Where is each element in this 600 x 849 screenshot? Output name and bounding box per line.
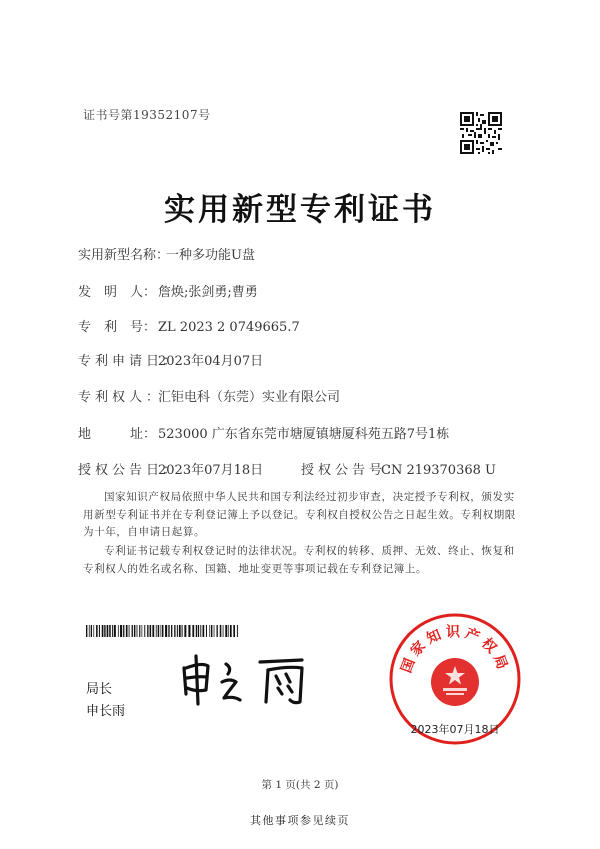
grant-date-row [78,459,263,478]
certificate-number: 证书号第19352107号 [83,108,211,122]
barcode-bar [174,625,175,637]
continuation-note: 其他事项参见续页 [250,814,350,827]
barcode-bar [211,625,213,637]
barcode-bar [120,625,122,637]
field-label: 实用新型名称： [78,248,170,263]
field-value: CN 219370368 U [381,463,496,478]
handwritten-signature [178,652,318,708]
barcode-bar [129,625,130,637]
barcode-bar [223,625,224,637]
field-value: 2023年07月18日 [158,463,264,478]
barcode-bar [142,625,143,637]
field-label: 专利权人： [78,390,164,405]
filing-date-row [78,350,263,369]
barcode-bar [91,625,92,637]
barcode-bar [220,625,222,637]
director-title: 局长 [86,682,113,697]
barcode-bar [214,625,215,637]
utility-model-name-row [78,244,255,263]
barcode-bar [126,625,128,637]
director-name: 申长雨 [86,704,126,719]
barcode-bar [96,625,98,637]
field-value: 詹焕;张剑勇;曹勇 [158,285,258,300]
barcode-bar [184,625,186,637]
barcode-bar [156,625,157,637]
field-label: 地 址： [78,427,157,442]
barcode-bar [200,625,201,637]
barcode-bar [165,625,167,637]
barcode-bar [179,625,181,637]
field-label: 授权公告日： [78,463,181,478]
barcode-bar [237,625,238,637]
barcode-bar [196,625,197,637]
page-indicator: 第 1 页(共 2 页) [261,779,339,791]
barcode-bar [144,625,145,637]
field-label: 专 利 号： [78,320,157,335]
barcode-bar [182,625,183,637]
barcode-bar [168,625,169,637]
qr-code-icon [460,112,502,154]
barcode-bar [152,625,154,637]
barcode-bar [86,625,87,637]
barcode-bar [89,625,90,637]
barcode-bar [93,625,94,637]
field-label: 发 明 人： [78,285,157,300]
barcode-bar [132,625,133,637]
field-value: 523000 广东省东莞市塘厦镇塘厦科苑五路7号1栋 [158,427,450,442]
patentee-row [78,386,340,405]
barcode-bar [137,625,138,637]
barcode-bar [188,625,190,637]
barcode-bar [206,625,207,637]
barcode-bar [198,625,199,637]
barcode-bar [209,625,210,637]
barcode-bar [228,625,229,637]
national-emblem [431,658,479,706]
address-row [78,423,449,442]
field-value: 汇钜电科（东莞）实业有限公司 [158,390,341,405]
inventor-row [78,281,258,300]
field-value: 一种多功能U盘 [166,248,255,263]
field-value: ZL 2023 2 0749665.7 [158,320,300,335]
barcode-bar [147,625,148,637]
barcode-bar [107,625,109,637]
barcode [86,625,240,637]
legal-status-paragraph: 专利证书记载专利权登记时的法律状况。专利权的转移、质押、无效、终止、恢复和专利权人的姓名或名称、国籍、地址变更等事项记载在专利登记簿上。 [83,545,515,575]
field-label: 专利申请日： [78,354,181,369]
barcode-bar [99,625,100,637]
barcode-bar [114,625,116,637]
barcode-bar [134,625,135,637]
official-seal [388,612,522,746]
seal-date: 2023年07月18日 [410,723,500,736]
barcode-bar [203,625,205,637]
barcode-bar [158,625,159,637]
barcode-bar [109,625,111,637]
barcode-bar [233,625,235,637]
barcode-bar [230,625,232,637]
patent-number-row [78,316,300,335]
document-title: 实用新型专利证书 [164,192,436,228]
barcode-bar [123,625,124,637]
field-label: 授权公告号： [301,463,404,478]
barcode-bar [150,625,152,637]
barcode-bar [171,625,172,637]
barcode-bar [118,625,119,637]
barcode-bar [112,625,113,637]
barcode-bar [102,625,104,637]
barcode-bar [225,625,227,637]
field-value: 2023年04月07日 [158,354,264,369]
grant-statement-paragraph: 国家知识产权局依照中华人民共和国专利法经过初步审查，决定授予专利权，颁发实用新型专利证书并在专利登记簿上予以登记。专利权自授权公告之日起生效。专利权期限为十年，自申请日起算。 [83,491,516,538]
barcode-bar [192,625,194,637]
barcode-bar [104,625,105,637]
barcode-bar [139,625,140,637]
barcode-bar [217,625,218,637]
barcode-bar [177,625,178,637]
barcode-bar [160,625,161,637]
seal-org-name: 国家知识产权局 [398,624,512,676]
barcode-bar [162,625,164,637]
grant-number-row [301,459,496,478]
